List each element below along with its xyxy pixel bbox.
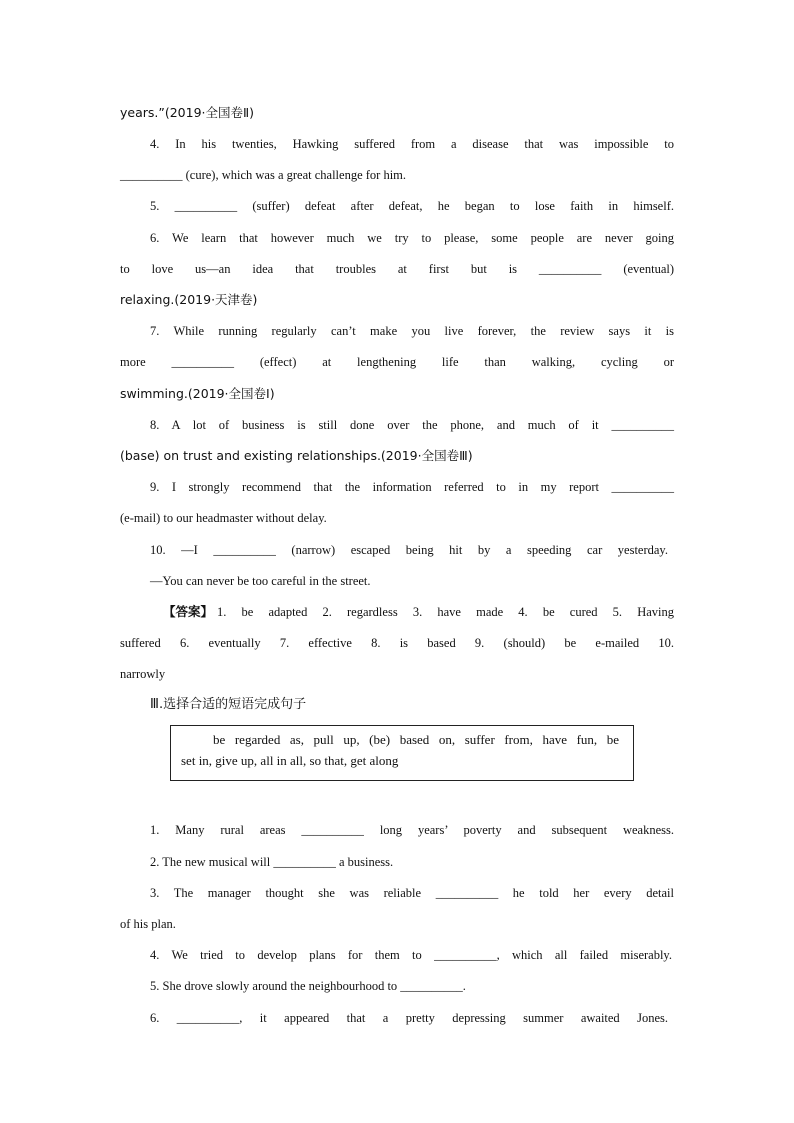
- phrase-question-3-line-2: of his plan.: [120, 917, 176, 931]
- question-9-line-1: 9. I strongly recommend that the information referred to in my report __________: [150, 480, 674, 494]
- question-4-line-2: __________ (cure), which was a great challenge for him.: [120, 168, 407, 182]
- answer-tag: 【答案】: [163, 604, 214, 619]
- answer-line-2: suffered 6. eventually 7. effective 8. is based 9. (should) be e-mailed 10.: [120, 636, 674, 650]
- question-6-line-1: 6. We learn that however much we try to please, some people are never going: [150, 231, 674, 245]
- phrase-question-4: 4. We tried to develop plans for them to __________, which all failed miserably.: [150, 948, 672, 962]
- question-7-line-1: 7. While running regularly can’t make you live forever, the review says it is: [150, 324, 674, 338]
- question-6-line-3: relaxing.(2019·天津卷): [120, 292, 258, 307]
- answer-line-1: [163, 603, 674, 621]
- question-8-line-2: (base) on trust and existing relationships.(2019·全国卷Ⅲ): [120, 448, 473, 463]
- answer-line-3: narrowly: [120, 667, 166, 681]
- question-5: 5. __________ (suffer) defeat after defeat, he began to lose faith in himself.: [150, 199, 674, 213]
- phrase-box-line-2: set in, give up, all in all, so that, get along: [181, 753, 399, 768]
- phrase-question-2: 2. The new musical will __________ a business.: [150, 855, 394, 869]
- text-line: years.”(2019·全国卷Ⅱ): [120, 105, 255, 120]
- phrase-question-1: 1. Many rural areas __________ long years’ poverty and subsequent weakness.: [150, 823, 674, 837]
- question-9-line-2: (e-mail) to our headmaster without delay.: [120, 511, 327, 525]
- phrase-question-6: 6. __________, it appeared that a pretty depressing summer awaited Jones.: [150, 1011, 668, 1025]
- section-heading: Ⅲ.选择合适的短语完成句子: [150, 697, 307, 712]
- phrase-question-3-line-1: 3. The manager thought she was reliable __________ he told her every detail: [150, 886, 674, 900]
- phrase-box-line-1: be regarded as, pull up, (be) based on, suffer from, have fun, be: [213, 732, 619, 747]
- question-7-line-3: swimming.(2019·全国卷Ⅰ): [120, 386, 275, 401]
- question-10-line-2: —You can never be too careful in the street.: [150, 574, 371, 588]
- phrase-question-5: 5. She drove slowly around the neighbourhood to __________.: [150, 979, 466, 993]
- question-6-line-2: to love us—an idea that troubles at first but is __________ (eventual): [120, 262, 674, 276]
- answer-text: 1. be adapted 2. regardless 3. have made 4. be cured 5. Having: [217, 605, 674, 619]
- phrase-box: [170, 725, 634, 781]
- question-8-line-1: 8. A lot of business is still done over the phone, and much of it __________: [150, 418, 674, 432]
- question-10-line-1: 10. —I __________ (narrow) escaped being hit by a speeding car yesterday.: [150, 543, 668, 557]
- question-7-line-2: more __________ (effect) at lengthening life than walking, cycling or: [120, 355, 674, 369]
- question-4-line-1: 4. In his twenties, Hawking suffered from a disease that was impossible to: [150, 137, 674, 151]
